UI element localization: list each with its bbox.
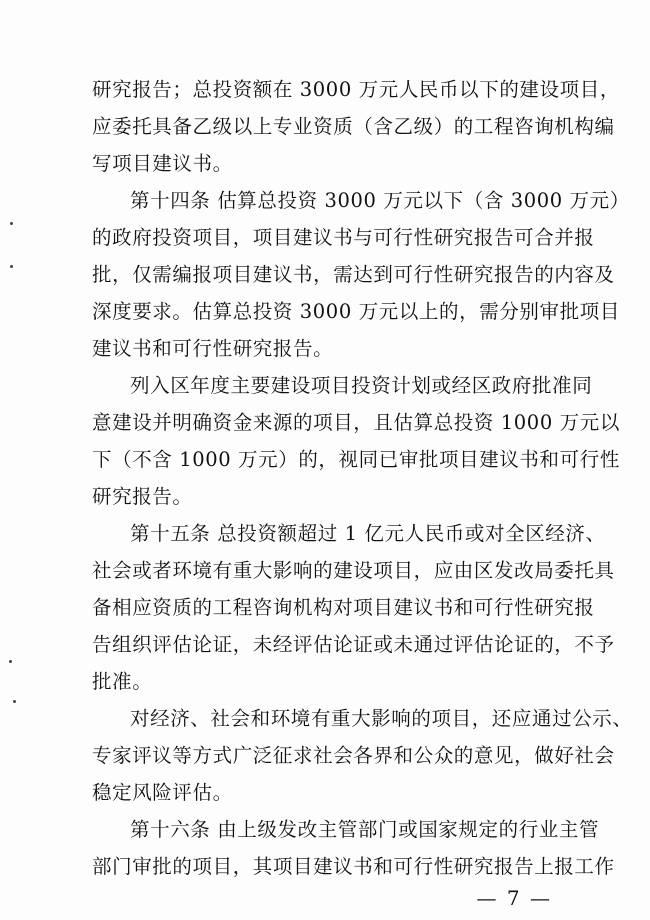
paragraph-start: 对经济、社会和环境有重大影响的项目，还应通过公示、 [130,707,633,730]
text-line: 社会或者环境有重大影响的建设项目，应由区发改局委托具 [92,559,615,582]
text-line: 下（不含 1000 万元）的，视同已审批项目建议书和可行性 [92,448,620,471]
text-line: 告组织评估论证，未经评估论证或未通过评估论证的，不予 [92,633,615,656]
text-line: 部门审批的项目，其项目建议书和可行性研究报告上报工作 [92,855,615,878]
text-line: 备相应资质的工程咨询机构对项目建议书和可行性研究报 [92,596,595,619]
article-14-start: 第十四条 估算总投资 3000 万元以下（含 3000 万元） [130,189,630,212]
text-line: 写项目建议书。 [92,152,233,175]
text-line: 稳定风险评估。 [92,781,233,804]
scan-mark [9,660,12,663]
text-line: 研究报告；总投资额在 3000 万元人民币以下的建设项目， [92,78,620,101]
text-line: 建议书和可行性研究报告。 [92,337,334,360]
text-line: 研究报告。 [92,485,193,508]
text-line: 深度要求。估算总投资 3000 万元以上的，需分别审批项目 [92,300,620,323]
scan-mark [10,222,13,225]
page-number: — 7 — [476,886,552,910]
paragraph-start: 列入区年度主要建设项目投资计划或经区政府批准同 [130,374,593,397]
text-line: 应委托具备乙级以上专业资质（含乙级）的工程咨询机构编 [92,115,615,138]
text-line: 批，仅需编报项目建议书，需达到可行性研究报告的内容及 [92,263,615,286]
scan-mark [13,700,16,703]
scan-mark [10,265,13,268]
text-line: 的政府投资项目，项目建议书与可行性研究报告可合并报 [92,226,595,249]
text-line: 批准。 [92,670,153,693]
article-15-start: 第十五条 总投资额超过 1 亿元人民币或对全区经济、 [130,522,606,545]
text-line: 专家评议等方式广泛征求社会各界和公众的意见，做好社会 [92,744,615,767]
article-16-start: 第十六条 由上级发改主管部门或国家规定的行业主管 [130,818,600,841]
text-line: 意建设并明确资金来源的项目，且估算总投资 1000 万元以 [92,411,620,434]
